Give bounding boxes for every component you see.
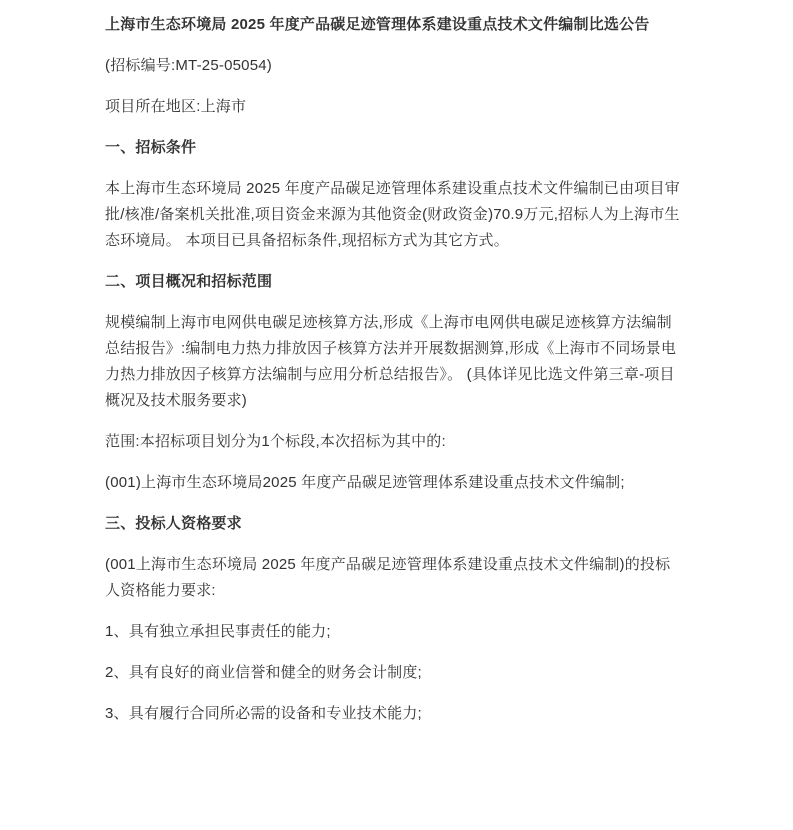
bidder-qualifications-intro: (001上海市生态环境局 2025 年度产品碳足迹管理体系建设重点技术文件编制)的投标人资格能力要求: [105, 556, 671, 599]
requirement-item-1: 1、具有独立承担民事责任的能力; [105, 623, 331, 640]
project-overview-paragraph: 规模编制上海市电网供电碳足迹核算方法,形成《上海市电网供电碳足迹核算方法编制总结报告》:编制电力热力排放因子核算方法并开展数据测算,形成《上海市不同场景电力热力排放因子核算方法编制与应用分析总结报告》。 (具体详见比选文件第三章-项目概况及技术服务要求) [105, 314, 677, 409]
tender-number-line: (招标编号:MT-25-05054) [105, 57, 272, 74]
requirement-item-2: 2、具有良好的商业信誉和健全的财务会计制度; [105, 664, 422, 681]
section-heading-project-overview: 二、项目概况和招标范围 [105, 273, 273, 290]
section-heading-bidder-qualifications: 三、投标人资格要求 [105, 515, 242, 532]
requirement-item-3: 3、具有履行合同所必需的设备和专业技术能力; [105, 705, 422, 722]
document-title: 上海市生态环境局 2025 年度产品碳足迹管理体系建设重点技术文件编制比选公告 [105, 16, 650, 33]
lot-001-paragraph: (001)上海市生态环境局2025 年度产品碳足迹管理体系建设重点技术文件编制; [105, 474, 625, 491]
scope-paragraph: 范围:本招标项目划分为1个标段,本次招标为其中的: [105, 433, 446, 450]
project-location-line: 项目所在地区:上海市 [105, 98, 247, 115]
section-heading-tender-conditions: 一、招标条件 [105, 139, 197, 156]
tender-conditions-paragraph: 本上海市生态环境局 2025 年度产品碳足迹管理体系建设重点技术文件编制已由项目审批/核准/备案机关批准,项目资金来源为其他资金(财政资金)70.9万元,招标人为上海市生态环境局。 本项目已具备招标条件,现招标方式为其它方式。 [105, 180, 680, 249]
